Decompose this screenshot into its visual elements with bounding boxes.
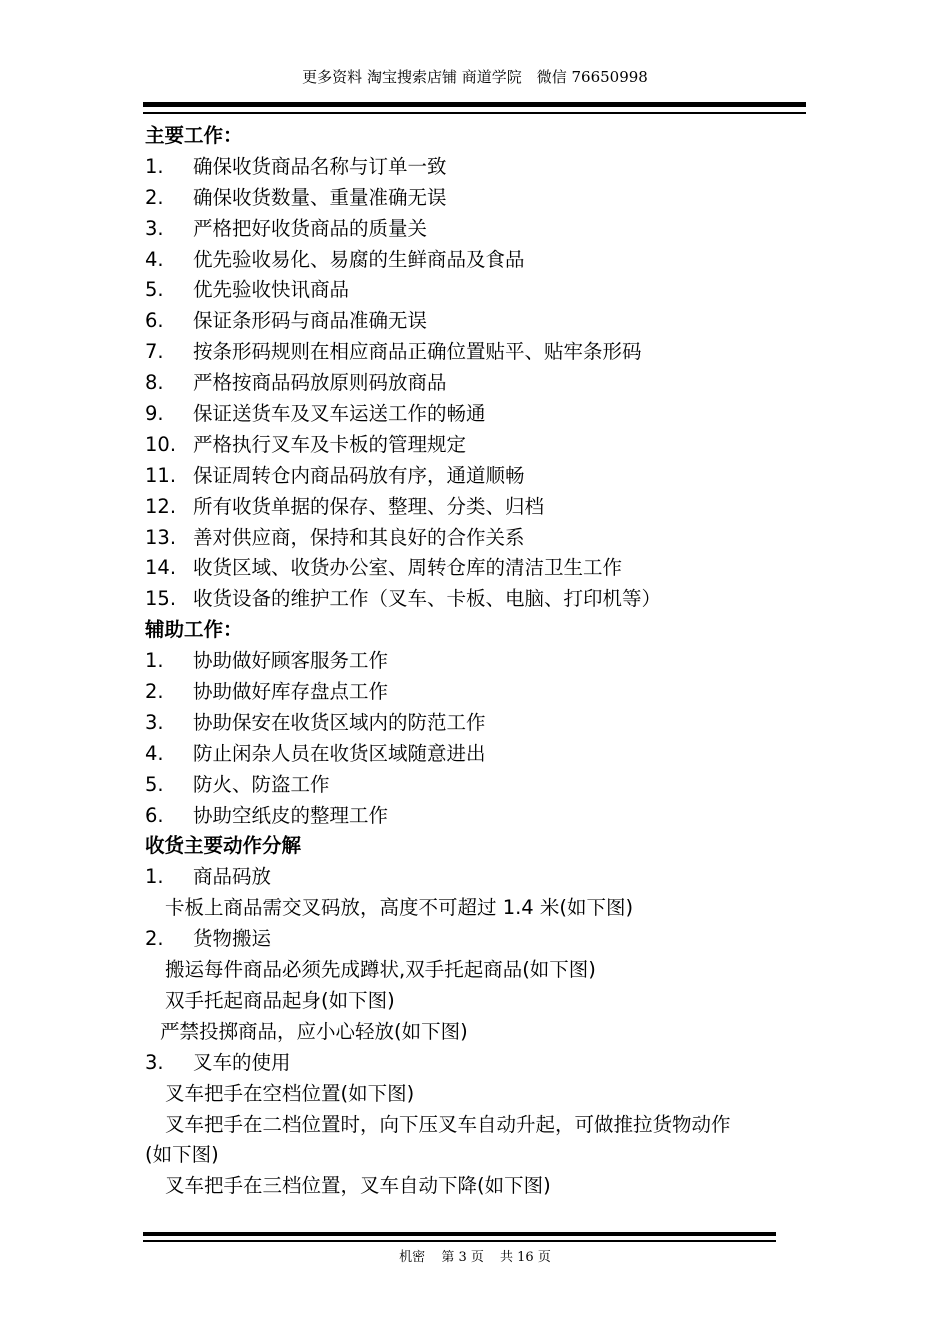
header-rule-thick xyxy=(143,102,806,107)
item-number: 4. xyxy=(145,741,164,765)
item-text: 协助做好库存盘点工作 xyxy=(193,680,389,704)
item-text: 按条形码规则在相应商品正确位置贴平、贴牢条形码 xyxy=(193,340,642,364)
item-text: 协助做好顾客服务工作 xyxy=(193,649,389,673)
document-body xyxy=(145,121,810,1202)
footer-page: 第 3 页 xyxy=(441,1250,484,1265)
item-text: 严格把好收货商品的质量关 xyxy=(193,216,428,240)
step-detail: 搬运每件商品必须先成蹲状,双手托起商品(如下图) xyxy=(165,958,596,982)
item-number: 3. xyxy=(145,1050,164,1074)
step-detail: 叉车把手在空档位置(如下图) xyxy=(165,1081,415,1105)
item-number: 15. xyxy=(145,587,177,611)
item-text: 防止闲杂人员在收货区域随意进出 xyxy=(193,741,486,765)
item-text: 确保收货数量、重量准确无误 xyxy=(193,185,447,209)
step-detail: 双手托起商品起身(如下图) xyxy=(165,988,395,1012)
step-item xyxy=(145,862,810,893)
footer-text xyxy=(0,1246,950,1265)
item-text: 确保收货商品名称与订单一致 xyxy=(193,154,447,178)
item-text: 所有收货单据的保存、整理、分类、归档 xyxy=(193,494,545,518)
item-number: 5. xyxy=(145,772,164,796)
step-item xyxy=(145,924,810,955)
list-item xyxy=(145,523,810,554)
item-text: 优先验收快讯商品 xyxy=(193,278,350,302)
footer-label: 机密 xyxy=(399,1250,426,1265)
item-text: 货物搬运 xyxy=(193,927,272,951)
item-text: 保证周转仓内商品码放有序，通道顺畅 xyxy=(193,463,525,487)
item-text: 优先验收易化、易腐的生鲜商品及食品 xyxy=(193,247,525,271)
main-work-list xyxy=(145,152,810,615)
list-item xyxy=(145,492,810,523)
list-item xyxy=(145,399,810,430)
item-number: 2. xyxy=(145,185,164,209)
list-item xyxy=(145,461,810,492)
list-item xyxy=(145,337,810,368)
step-detail-continued: (如下图) xyxy=(145,1143,219,1167)
item-number: 1. xyxy=(145,154,164,178)
item-number: 3. xyxy=(145,216,164,240)
aux-work-heading: 辅助工作： xyxy=(145,618,243,642)
item-number: 6. xyxy=(145,803,164,827)
actions-heading: 收货主要动作分解 xyxy=(145,834,302,858)
item-number: 10. xyxy=(145,432,177,456)
list-item xyxy=(145,275,810,306)
item-text: 严格执行叉车及卡板的管理规定 xyxy=(193,432,467,456)
item-text: 严格按商品码放原则码放商品 xyxy=(193,371,447,395)
item-number: 6. xyxy=(145,309,164,333)
footer-rule-thin xyxy=(143,1240,776,1242)
list-item xyxy=(145,306,810,337)
item-number: 2. xyxy=(145,927,164,951)
header-text: 更多资料 淘宝搜索店铺 商道学院 微信 76650998 xyxy=(302,68,648,86)
item-number: 4. xyxy=(145,247,164,271)
footer-total: 共 16 页 xyxy=(500,1250,551,1265)
list-item xyxy=(145,584,810,615)
item-text: 防火、防盗工作 xyxy=(193,772,330,796)
item-number: 12. xyxy=(145,494,177,518)
item-text: 保证送货车及叉车运送工作的畅通 xyxy=(193,402,486,426)
list-item xyxy=(145,801,810,832)
item-number: 8. xyxy=(145,371,164,395)
item-number: 13. xyxy=(145,525,177,549)
item-text: 收货区域、收货办公室、周转仓库的清洁卫生工作 xyxy=(193,556,623,580)
main-work-heading: 主要工作： xyxy=(145,124,243,147)
item-number: 9. xyxy=(145,402,164,426)
item-number: 1. xyxy=(145,865,164,889)
list-item xyxy=(145,770,810,801)
step-detail: 严禁投掷商品，应小心轻放(如下图) xyxy=(160,1019,468,1043)
item-text: 收货设备的维护工作（叉车、卡板、电脑、打印机等） xyxy=(193,587,662,611)
item-number: 7. xyxy=(145,340,164,364)
header-rule-thin xyxy=(143,112,806,114)
item-number: 5. xyxy=(145,278,164,302)
item-number: 3. xyxy=(145,710,164,734)
item-text: 保证条形码与商品准确无误 xyxy=(193,309,428,333)
list-item xyxy=(145,245,810,276)
list-item xyxy=(145,183,810,214)
list-item xyxy=(145,553,810,584)
item-number: 14. xyxy=(145,556,177,580)
step-detail: 叉车把手在二档位置时，向下压叉车自动升起，可做推拉货物动作 xyxy=(165,1112,731,1136)
item-number: 1. xyxy=(145,649,164,673)
item-text: 商品码放 xyxy=(193,865,272,889)
list-item xyxy=(145,646,810,677)
list-item xyxy=(145,677,810,708)
item-text: 叉车的使用 xyxy=(193,1050,291,1074)
list-item xyxy=(145,430,810,461)
list-item xyxy=(145,152,810,183)
item-number: 11. xyxy=(145,463,177,487)
item-text: 协助空纸皮的整理工作 xyxy=(193,803,389,827)
step-item xyxy=(145,1048,810,1079)
item-text: 善对供应商，保持和其良好的合作关系 xyxy=(193,525,525,549)
list-item xyxy=(145,214,810,245)
list-item xyxy=(145,368,810,399)
step-detail: 卡板上商品需交叉码放，高度不可超过 1.4 米(如下图) xyxy=(165,896,634,920)
aux-work-list xyxy=(145,646,810,831)
list-item xyxy=(145,708,810,739)
footer-rule-thick xyxy=(143,1232,776,1236)
item-text: 协助保安在收货区域内的防范工作 xyxy=(193,710,486,734)
step-detail: 叉车把手在三档位置，叉车自动下降(如下图) xyxy=(165,1174,551,1198)
list-item xyxy=(145,739,810,770)
item-number: 2. xyxy=(145,680,164,704)
